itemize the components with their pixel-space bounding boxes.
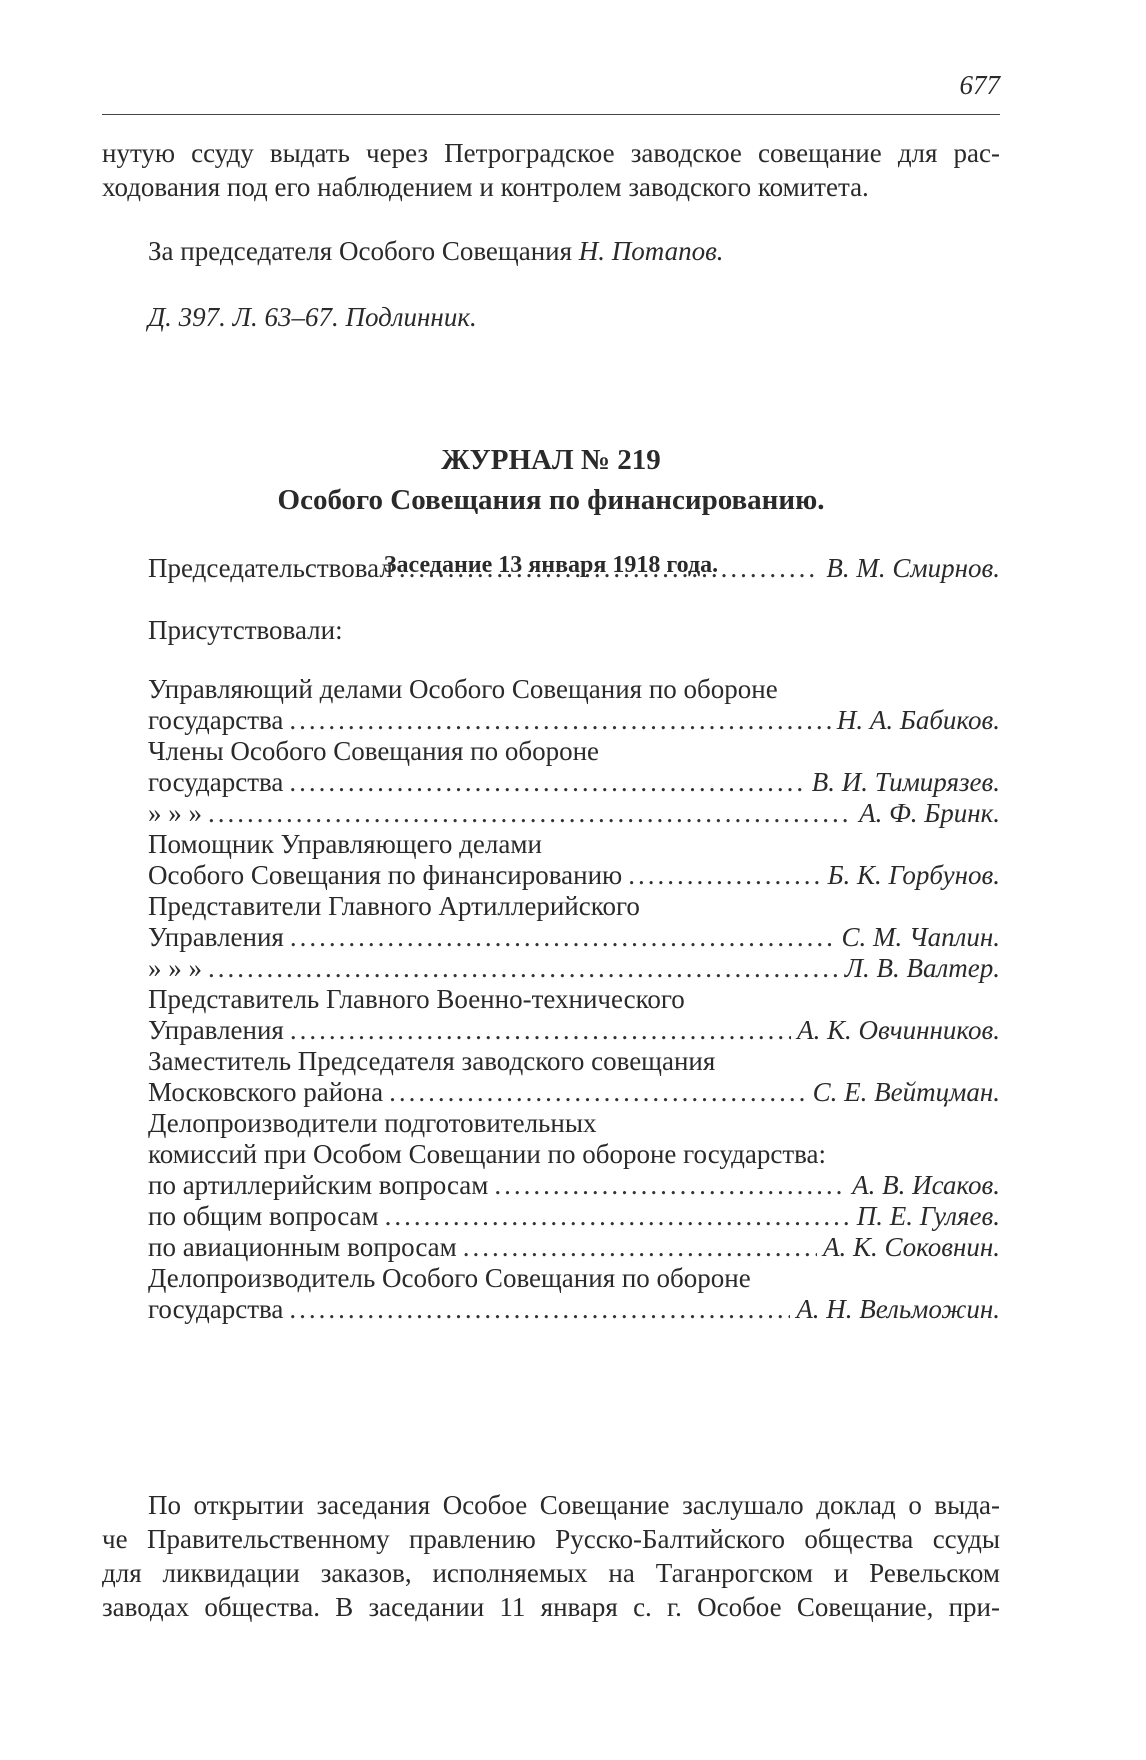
- dot-leader: [399, 551, 821, 585]
- attendee-label: » » »: [148, 953, 202, 983]
- attendee-name: С. М. Чаплин.: [841, 922, 1000, 952]
- chairman-name: В. М. Смирнов.: [826, 553, 1000, 583]
- journal-subtitle: Особого Совещания по финансированию.: [277, 484, 825, 516]
- attendee-label: Московского района: [148, 1077, 384, 1107]
- attendee-role: Помощник Управляющего делами: [148, 829, 542, 859]
- chairman-line: [148, 551, 1000, 585]
- attendee-name: А. Ф. Бринк.: [859, 798, 1000, 828]
- attendee-role: Представители Главного Артиллерийского: [148, 891, 640, 921]
- attendee-label: Особого Совещания по финансированию: [148, 860, 623, 890]
- attendee-line: [148, 951, 1000, 985]
- signature: [148, 236, 724, 267]
- attendee-line: [148, 1013, 1000, 1047]
- dot-leader: [628, 858, 821, 892]
- attendee-label: Управления: [148, 1015, 284, 1045]
- dot-leader: [289, 1292, 790, 1326]
- attendee-name: Б. К. Горбунов.: [827, 860, 1000, 890]
- attendee-role: Представитель Главного Военно-технического: [148, 984, 685, 1014]
- chairman-label: Председательствовал: [148, 553, 393, 583]
- attendee-line: [148, 703, 1000, 737]
- attendee-label: по артиллерийским вопросам: [148, 1170, 489, 1200]
- paragraph-line: ходования под его наблюдением и контролем заводского комитета.: [102, 172, 869, 202]
- dot-leader: [389, 1075, 807, 1109]
- paragraph-line: че Правительственному правлению Русско-Балтийского общества ссуды: [102, 1524, 1000, 1554]
- attendee-label: государства: [148, 1294, 284, 1324]
- attendee-name: Л. В. Валтер.: [844, 953, 1000, 983]
- attendee-name: В. И. Тимирязев.: [811, 767, 1000, 797]
- final-paragraph: [102, 1488, 1000, 1624]
- attendee-label: по авиационным вопросам: [148, 1232, 457, 1262]
- attendee-role: комиссий при Особом Совещании по обороне государства:: [148, 1139, 827, 1169]
- signature-prefix: За председателя Особого Совещания: [148, 236, 579, 266]
- attendee-role: Члены Особого Совещания по обороне: [148, 736, 600, 766]
- page-number: 677: [959, 70, 1000, 100]
- dot-leader: [208, 796, 853, 830]
- archive-reference: Д. 397. Л. 63–67. Подлинник.: [148, 302, 477, 332]
- header-rule: [102, 114, 1000, 115]
- attendee-label: государства: [148, 767, 284, 797]
- journal-heading: [102, 440, 1000, 520]
- paragraph-line: По открытии заседания Особое Совещание заслушало доклад о выда-: [148, 1490, 1000, 1520]
- attendee-line: [148, 1292, 1000, 1326]
- attendee-role: Делопроизводитель Особого Совещания по обороне: [148, 1263, 751, 1293]
- attendee-label: Управления: [148, 922, 284, 952]
- dot-leader: [494, 1168, 846, 1202]
- dot-leader: [463, 1230, 817, 1264]
- attendee-name: А. К. Овчинников.: [797, 1015, 1000, 1045]
- attendee-line: [148, 1199, 1000, 1233]
- attendee-line: [148, 796, 1000, 830]
- dot-leader: [385, 1199, 851, 1233]
- attendee-name: Н. А. Бабиков.: [836, 705, 1000, 735]
- continuation-paragraph: [102, 136, 1000, 204]
- present-label: Присутствовали:: [148, 615, 343, 645]
- attendee-line: [148, 1230, 1000, 1264]
- attendee-line: [148, 1075, 1000, 1109]
- attendee-name: С. Е. Вейтцман.: [812, 1077, 1000, 1107]
- attendee-label: государства: [148, 705, 284, 735]
- attendee-name: А. В. Исаков.: [852, 1170, 1000, 1200]
- attendee-role: Управляющий делами Особого Совещания по обороне: [148, 674, 778, 704]
- session-date: Заседание 13 января 1918 года.: [383, 552, 719, 578]
- attendee-label: по общим вопросам: [148, 1201, 379, 1231]
- attendee-line: [148, 920, 1000, 954]
- signature-name: Н. Потапов.: [578, 236, 724, 266]
- dot-leader: [290, 1013, 791, 1047]
- journal-title: ЖУРНАЛ № 219: [441, 444, 661, 476]
- dot-leader: [208, 951, 839, 985]
- paragraph-line: заводах общества. В заседании 11 января с. г. Особое Совещание, при-: [102, 1592, 1000, 1622]
- dot-leader: [290, 920, 836, 954]
- attendee-name: А. Н. Вельможин.: [796, 1294, 1000, 1324]
- dot-leader: [289, 765, 805, 799]
- attendee-role: Делопроизводители подготовительных: [148, 1108, 597, 1138]
- attendee-name: П. Е. Гуляев.: [856, 1201, 1000, 1231]
- attendee-label: » » »: [148, 798, 202, 828]
- attendee-line: [148, 765, 1000, 799]
- attendee-name: А. К. Соковнин.: [823, 1232, 1000, 1262]
- attendee-line: [148, 1168, 1000, 1202]
- dot-leader: [289, 703, 831, 737]
- attendee-role: Заместитель Председателя заводского совещания: [148, 1046, 716, 1076]
- paragraph-line: нутую ссуду выдать через Петроградское заводское совещание для рас-: [102, 138, 1000, 168]
- paragraph-line: для ликвидации заказов, исполняемых на Таганрогском и Ревельском: [102, 1558, 1000, 1588]
- attendee-line: [148, 858, 1000, 892]
